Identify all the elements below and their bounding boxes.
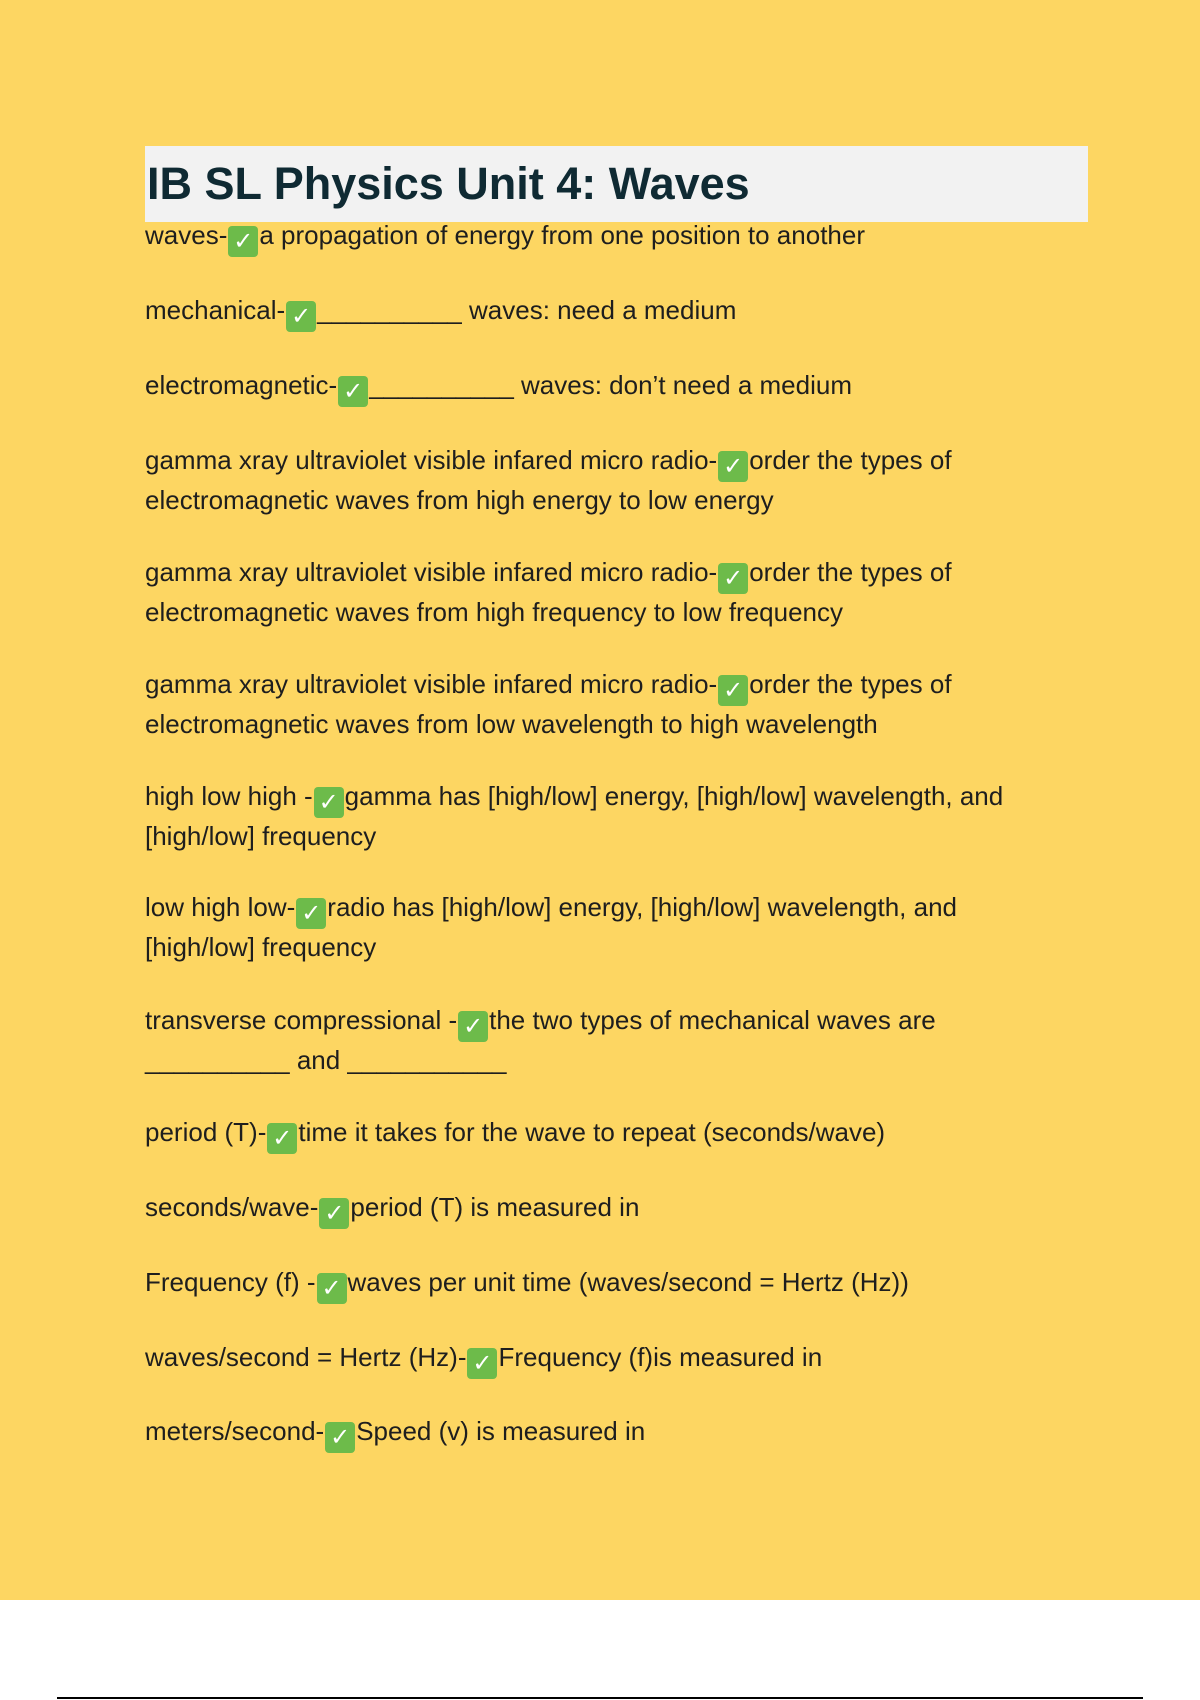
entry-term: period (T)- [145,1117,267,1147]
entry-line [145,1002,1085,1042]
entry-line [145,666,1085,706]
check-mark-icon: ✓ [467,1348,497,1379]
entry-line [145,1114,1085,1154]
entry-line [145,1339,1085,1379]
flashcard-entry [145,778,1085,855]
entry-term: Frequency (f) - [145,1267,316,1297]
entry-definition: order the types of [749,669,952,699]
entry-term: gamma xray ultraviolet visible infared micro radio- [145,669,718,699]
flashcard-entry [145,1413,1085,1453]
entry-definition: a propagation of energy from one position to another [259,220,865,250]
check-mark-icon: ✓ [338,376,368,407]
page-title: IB SL Physics Unit 4: Waves [147,158,750,209]
flashcard-entry [145,1339,1085,1379]
entry-line [145,1189,1085,1229]
flashcard-entry [145,554,1085,631]
entry-term: mechanical- [145,295,286,325]
flashcard-entry [145,666,1085,743]
flashcard-entry [145,889,1085,966]
check-mark-icon: ✓ [718,675,748,706]
check-mark-icon: ✓ [314,787,344,818]
check-mark-icon: ✓ [267,1123,297,1154]
entry-definition: radio has [high/low] energy, [high/low] wavelength, and [327,892,957,922]
flashcard-entry [145,442,1085,519]
entry-definition-continued: electromagnetic waves from high energy to low energy [145,485,774,515]
entry-line [145,292,1085,332]
entry-definition-continued: electromagnetic waves from low wavelength to high wavelength [145,709,878,739]
entry-definition: period (T) is measured in [350,1192,640,1222]
entry-term: low high low- [145,892,296,922]
check-mark-icon: ✓ [718,451,748,482]
entry-definition: order the types of [749,557,952,587]
entry-line [145,1264,1085,1304]
entry-definition: waves per unit time (waves/second = Hertz (Hz)) [347,1267,909,1297]
title-band [145,146,1088,222]
entry-line [145,778,1085,818]
entry-term: waves/second = Hertz (Hz)- [145,1342,467,1372]
check-mark-icon: ✓ [296,898,326,929]
entry-term: transverse compressional - [145,1005,458,1035]
flashcard-entry [145,292,1085,332]
flashcard-entry [145,217,1085,257]
entry-term: gamma xray ultraviolet visible infared micro radio- [145,557,718,587]
entry-definition-continued: [high/low] frequency [145,821,377,851]
flashcard-entry [145,1002,1085,1079]
entry-term: gamma xray ultraviolet visible infared micro radio- [145,445,718,475]
flashcard-entry [145,1114,1085,1154]
check-mark-icon: ✓ [458,1011,488,1042]
entry-line [145,217,1085,257]
entry-definition: __________ waves: don’t need a medium [369,370,852,400]
entry-definition-continued: __________ and ___________ [145,1045,507,1075]
entry-definition: order the types of [749,445,952,475]
flashcard-entry [145,1264,1085,1304]
entry-line [145,442,1085,482]
entry-definition-continued: electromagnetic waves from high frequency to low frequency [145,597,844,627]
entry-term: waves- [145,220,228,250]
entry-line [145,367,1085,407]
check-mark-icon: ✓ [319,1198,349,1229]
entry-term: meters/second- [145,1416,325,1446]
check-mark-icon: ✓ [325,1422,355,1453]
check-mark-icon: ✓ [317,1273,347,1304]
entry-term: high low high - [145,781,313,811]
entry-line [145,889,1085,929]
check-mark-icon: ✓ [228,226,258,257]
flashcard-entry [145,1189,1085,1229]
entry-definition: Frequency (f)is measured in [498,1342,823,1372]
entry-line [145,1413,1085,1453]
flashcard-entry [145,367,1085,407]
entry-definition: gamma has [high/low] energy, [high/low] wavelength, and [344,781,1004,811]
footer-divider [57,1697,1143,1699]
entry-definition-continued: [high/low] frequency [145,932,377,962]
entry-definition: the two types of mechanical waves are [489,1005,936,1035]
check-mark-icon: ✓ [286,301,316,332]
entry-definition: Speed (v) is measured in [356,1416,646,1446]
entry-term: electromagnetic- [145,370,338,400]
entry-definition: __________ waves: need a medium [317,295,737,325]
entry-term: seconds/wave- [145,1192,319,1222]
check-mark-icon: ✓ [718,563,748,594]
entry-line [145,554,1085,594]
entry-definition: time it takes for the wave to repeat (seconds/wave) [298,1117,886,1147]
